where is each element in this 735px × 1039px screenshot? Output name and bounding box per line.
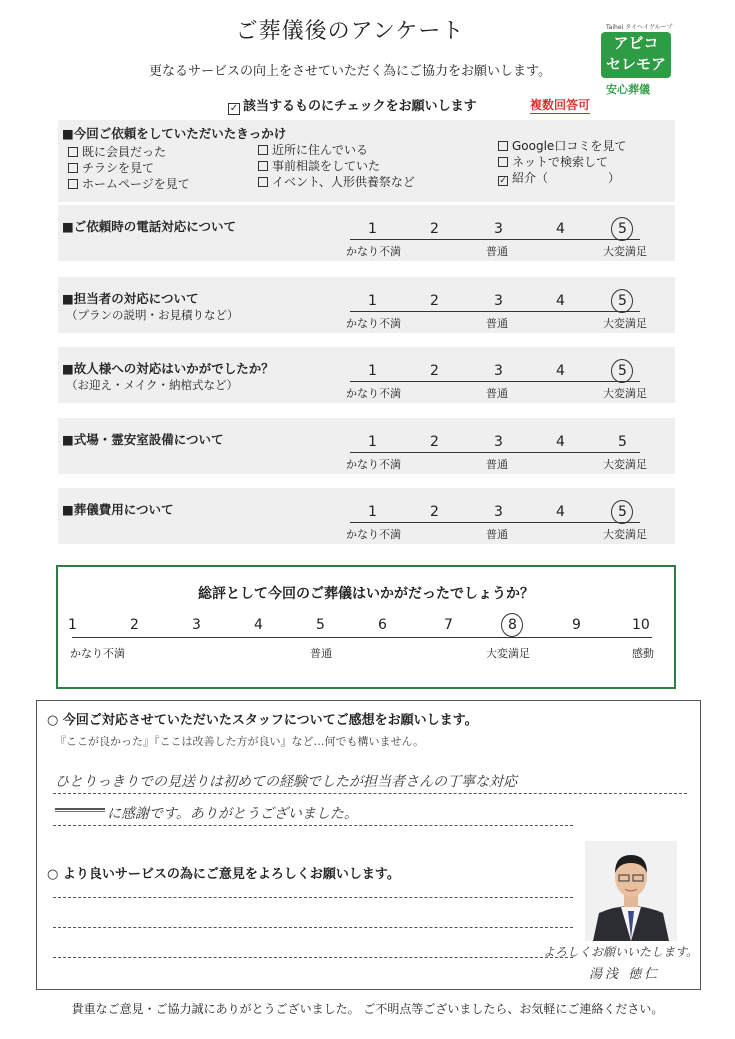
overall-option-8[interactable]: 8 xyxy=(508,617,517,633)
rating-question-title: ■ご依頼時の電話対応について xyxy=(62,219,237,234)
rating-panel xyxy=(58,205,675,261)
company-logo xyxy=(601,32,671,78)
logo-line1: アビコ xyxy=(613,34,659,52)
overall-option-2[interactable]: 2 xyxy=(130,617,139,633)
page-title: ご葬儀後のアンケート xyxy=(235,19,465,44)
rating-panel xyxy=(58,488,675,544)
rating-label-low: かなり不満 xyxy=(346,458,401,471)
q1-option[interactable] xyxy=(498,138,626,154)
rating-label-mid: 普通 xyxy=(486,317,508,330)
rating-label-low: かなり不満 xyxy=(346,317,401,330)
footer-thanks: 貴重なご意見・ご協力誠にありがとうございました。 ご不明点等ございましたら、お気軽にご連絡ください。 xyxy=(71,1002,664,1016)
rating-question-title: ■葬儀費用について xyxy=(62,502,174,517)
q1-option-label: Google口コミを見て xyxy=(512,139,627,153)
q1-option[interactable] xyxy=(68,160,190,176)
rating-option-3[interactable]: 3 xyxy=(494,293,503,309)
staff-comment-heading: ○ 今回ご対応させていただいたスタッフについてご感想をお願いします。 xyxy=(47,713,478,728)
rating-label-high: 大変満足 xyxy=(603,458,647,471)
opinion-line xyxy=(53,927,573,928)
overall-option-1[interactable]: 1 xyxy=(68,617,77,633)
logo-group-text: Taihei タイヘイグループ xyxy=(606,24,673,31)
overall-option-5[interactable]: 5 xyxy=(316,617,325,633)
rating-option-1[interactable]: 1 xyxy=(368,221,377,237)
rating-option-2[interactable]: 2 xyxy=(430,504,439,520)
check-instruction-text: 該当するものにチェックをお願いします xyxy=(243,99,477,114)
rating-panel xyxy=(58,418,675,474)
rating-label-high: 大変満足 xyxy=(603,245,647,258)
overall-option-7[interactable]: 7 xyxy=(444,617,453,633)
overall-option-4[interactable]: 4 xyxy=(254,617,263,633)
rating-scale-line xyxy=(350,381,640,382)
rating-option-3[interactable]: 3 xyxy=(494,504,503,520)
rating-scale-line xyxy=(350,522,640,523)
q1-panel xyxy=(58,120,675,202)
comment-line xyxy=(53,793,687,794)
staff-signature: 湯浅 徳仁 xyxy=(589,967,661,982)
rating-option-5[interactable]: 5 xyxy=(618,221,627,237)
selected-rating-circle xyxy=(611,500,633,524)
logo-tagline: 安心葬儀 xyxy=(606,83,650,96)
rating-option-2[interactable]: 2 xyxy=(430,293,439,309)
overall-label-mid: 普通 xyxy=(310,647,332,660)
q1-option[interactable] xyxy=(68,144,190,160)
q1-option[interactable] xyxy=(68,176,190,192)
rating-option-3[interactable]: 3 xyxy=(494,363,503,379)
q1-option-label: イベント、人形供養祭など xyxy=(272,175,415,189)
overall-option-6[interactable]: 6 xyxy=(378,617,387,633)
q1-option-label: 紹介（ ） xyxy=(512,171,621,185)
rating-panel xyxy=(58,277,675,333)
rating-option-2[interactable]: 2 xyxy=(430,221,439,237)
q1-option-label: 既に会員だった xyxy=(82,145,167,159)
page-subtitle: 更なるサービスの向上をさせていただく為にご協力をお願いします。 xyxy=(149,64,551,79)
rating-option-3[interactable]: 3 xyxy=(494,221,503,237)
checkbox[interactable] xyxy=(68,163,78,173)
checkbox[interactable] xyxy=(258,145,268,155)
q1-option-label: 事前相談をしていた xyxy=(272,159,381,173)
checkbox[interactable] xyxy=(68,179,78,189)
selected-overall-circle xyxy=(501,613,523,637)
rating-option-4[interactable]: 4 xyxy=(556,434,565,450)
staff-comment-hint: 『ここが良かった』『ここは改善した方が良い』など…何でも構いません。 xyxy=(55,735,425,748)
q1-option-label: ホームページを見て xyxy=(82,177,190,191)
overall-option-9[interactable]: 9 xyxy=(572,617,581,633)
staff-photo xyxy=(585,841,677,941)
handwritten-comment-line2: に感謝です。ありがとうございました。 xyxy=(107,806,358,822)
checkbox[interactable] xyxy=(258,177,268,187)
handwritten-comment-line1: ひとりっきりでの見送りは初めての経験でしたが担当者さんの丁寧な対応 xyxy=(55,774,517,790)
rating-option-4[interactable]: 4 xyxy=(556,363,565,379)
rating-question-sub: （プランの説明・お見積りなど） xyxy=(66,308,239,322)
rating-option-5[interactable]: 5 xyxy=(618,434,627,450)
rating-option-1[interactable]: 1 xyxy=(368,293,377,309)
rating-option-2[interactable]: 2 xyxy=(430,363,439,379)
checkbox[interactable] xyxy=(498,141,508,151)
rating-scale-line xyxy=(350,239,640,240)
comment-line xyxy=(53,825,573,826)
opinion-heading: ○ より良いサービスの為にご意見をよろしくお願いします。 xyxy=(47,867,400,882)
opinion-line xyxy=(53,957,573,958)
checkbox[interactable] xyxy=(258,161,268,171)
rating-label-mid: 普通 xyxy=(486,245,508,258)
rating-question-title: ■担当者の対応について xyxy=(62,291,199,306)
q1-option[interactable] xyxy=(258,158,415,174)
rating-option-3[interactable]: 3 xyxy=(494,434,503,450)
rating-option-5[interactable]: 5 xyxy=(618,363,627,379)
q1-option[interactable] xyxy=(258,174,415,190)
q1-option[interactable] xyxy=(258,142,415,158)
rating-label-low: かなり不満 xyxy=(346,387,401,400)
q1-column-3 xyxy=(498,138,626,186)
rating-label-low: かなり不満 xyxy=(346,245,401,258)
q1-title: ■今回ご依頼をしていただいたきっかけ xyxy=(62,126,287,141)
rating-label-high: 大変満足 xyxy=(603,317,647,330)
overall-label-high: 大変満足 xyxy=(486,647,530,660)
opinion-line xyxy=(53,897,573,898)
overall-label-low: かなり不満 xyxy=(70,647,125,660)
selected-rating-circle xyxy=(611,359,633,383)
rating-label-mid: 普通 xyxy=(486,528,508,541)
selected-rating-circle xyxy=(611,289,633,313)
selected-rating-circle xyxy=(611,217,633,241)
rating-option-4[interactable]: 4 xyxy=(556,221,565,237)
rating-option-4[interactable]: 4 xyxy=(556,293,565,309)
multiple-answers-badge: 複数回答可 xyxy=(530,98,591,112)
overall-rating-box xyxy=(56,565,676,689)
staff-message: よろしくお願いいたします。 xyxy=(543,945,699,959)
rating-question-title: ■式場・霊安室設備について xyxy=(62,432,224,447)
rating-question-sub: （お迎え・メイク・納棺式など） xyxy=(66,378,239,392)
rating-option-1[interactable]: 1 xyxy=(368,434,377,450)
q1-option-label: 近所に住んでいる xyxy=(272,143,369,157)
check-icon: ✓ xyxy=(229,103,239,114)
rating-option-5[interactable]: 5 xyxy=(618,293,627,309)
logo-line2: セレモア xyxy=(605,55,666,73)
overall-option-10[interactable]: 10 xyxy=(632,617,650,633)
q1-option[interactable] xyxy=(498,170,626,186)
q1-option-label: ネットで検索して xyxy=(512,155,609,169)
rating-label-high: 大変満足 xyxy=(603,528,647,541)
rating-label-mid: 普通 xyxy=(486,387,508,400)
rating-panel xyxy=(58,347,675,403)
q1-option[interactable] xyxy=(498,154,626,170)
rating-option-1[interactable]: 1 xyxy=(368,363,377,379)
overall-title: 総評として今回のご葬儀はいかがだったでしょうか？ xyxy=(198,586,534,602)
comments-box xyxy=(36,700,701,990)
rating-label-low: かなり不満 xyxy=(346,528,401,541)
q1-column-2 xyxy=(258,142,415,190)
checkbox[interactable]: ✓ xyxy=(499,176,507,186)
overall-scale-line xyxy=(72,637,652,638)
checkbox[interactable] xyxy=(68,147,78,157)
rating-label-high: 大変満足 xyxy=(603,387,647,400)
rating-label-mid: 普通 xyxy=(486,458,508,471)
overall-option-3[interactable]: 3 xyxy=(192,617,201,633)
rating-option-2[interactable]: 2 xyxy=(430,434,439,450)
q1-column-1 xyxy=(68,144,190,192)
checkbox[interactable] xyxy=(498,157,508,167)
rating-question-title: ■故人様への対応はいかがでしたか？ xyxy=(62,361,274,376)
q1-option-label: チラシを見て xyxy=(82,161,155,175)
rating-option-1[interactable]: 1 xyxy=(368,504,377,520)
rating-scale-line xyxy=(350,311,640,312)
scribbled-out-text xyxy=(55,802,105,816)
rating-scale-line xyxy=(350,452,640,453)
rating-option-4[interactable]: 4 xyxy=(556,504,565,520)
rating-option-5[interactable]: 5 xyxy=(618,504,627,520)
check-instruction xyxy=(228,95,477,115)
overall-label-top: 感動 xyxy=(632,647,654,660)
